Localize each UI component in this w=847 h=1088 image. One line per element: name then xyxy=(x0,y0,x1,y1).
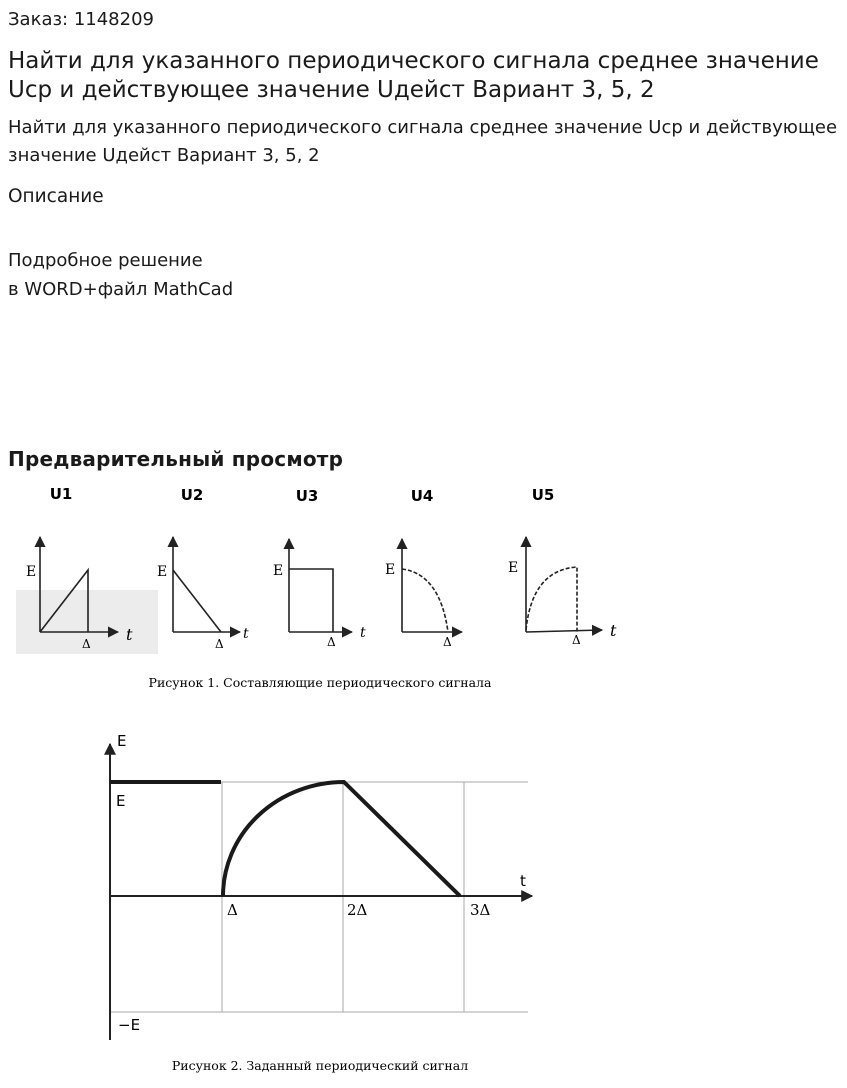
order-number: Заказ: 1148209 xyxy=(8,9,154,30)
fig1-label-u1: U1 xyxy=(49,485,73,503)
fig1-u1-sketch xyxy=(16,537,158,654)
figure-2 xyxy=(110,732,532,1073)
page-title: Найти для указанного периодического сигнала среднее значение Uср и действующее значение Uдейст Вариант 3, 5, 2 xyxy=(8,48,819,103)
fig1-u3-delta: Δ xyxy=(327,635,336,649)
description-line-1: Подробное решение xyxy=(8,250,203,271)
fig1-u4-delta: Δ xyxy=(443,635,452,649)
preview-heading: Предварительный просмотр xyxy=(8,447,344,471)
fig1-u3-e: E xyxy=(273,563,284,579)
fig1-label-u4: U4 xyxy=(410,487,434,505)
fig1-u1-t: t xyxy=(126,625,133,644)
fig1-u5-x-axis xyxy=(526,630,602,632)
figure-2-caption: Рисунок 2. Заданный периодический сигнал xyxy=(171,1058,469,1073)
fig2-tick-2delta: 2Δ xyxy=(347,901,368,919)
fig1-u1-delta: Δ xyxy=(82,637,91,651)
description-line-2: в WORD+файл MathCad xyxy=(8,279,234,300)
fig1-u2-curve xyxy=(173,570,221,632)
fig1-u2-t: t xyxy=(243,626,249,642)
fig1-u5-curve xyxy=(526,567,577,632)
fig1-u3-sketch xyxy=(273,539,366,649)
figure-1-caption: Рисунок 1. Составляющие периодического сигнала xyxy=(148,675,492,690)
page-subtitle: Найти для указанного периодического сигнала среднее значение Uср и действующее значение Uдейст Вариант 3, 5, 2 xyxy=(8,117,838,166)
fig1-u2-delta: Δ xyxy=(215,637,224,651)
fig1-u5-e: E xyxy=(508,560,519,576)
fig1-u5-sketch xyxy=(508,537,617,647)
fig1-u4-e: E xyxy=(385,562,396,578)
fig1-u2-e: E xyxy=(157,564,168,580)
fig1-u4-curve xyxy=(402,569,448,632)
fig2-signal xyxy=(110,782,460,896)
fig1-u3-t: t xyxy=(360,625,366,641)
fig1-label-u5: U5 xyxy=(531,486,555,504)
fig2-e-level-label: E xyxy=(116,792,126,810)
fig1-u5-t: t xyxy=(610,621,617,640)
fig1-label-u3: U3 xyxy=(295,487,319,505)
fig2-tick-3delta: 3Δ xyxy=(470,901,491,919)
fig2-neg-e-label: −E xyxy=(118,1016,141,1034)
figure-1 xyxy=(16,485,617,690)
fig1-u3-curve xyxy=(289,569,333,632)
fig2-tick-delta: Δ xyxy=(227,901,238,919)
fig1-u2-sketch xyxy=(157,537,249,651)
fig1-label-u2: U2 xyxy=(180,486,204,504)
fig2-t-label: t xyxy=(520,872,526,890)
fig1-u5-delta: Δ xyxy=(572,633,581,647)
fig1-u4-sketch xyxy=(385,539,462,649)
fig1-u1-e: E xyxy=(26,564,37,580)
fig2-e-axis-label: E xyxy=(117,732,127,750)
description-heading: Описание xyxy=(8,186,104,207)
